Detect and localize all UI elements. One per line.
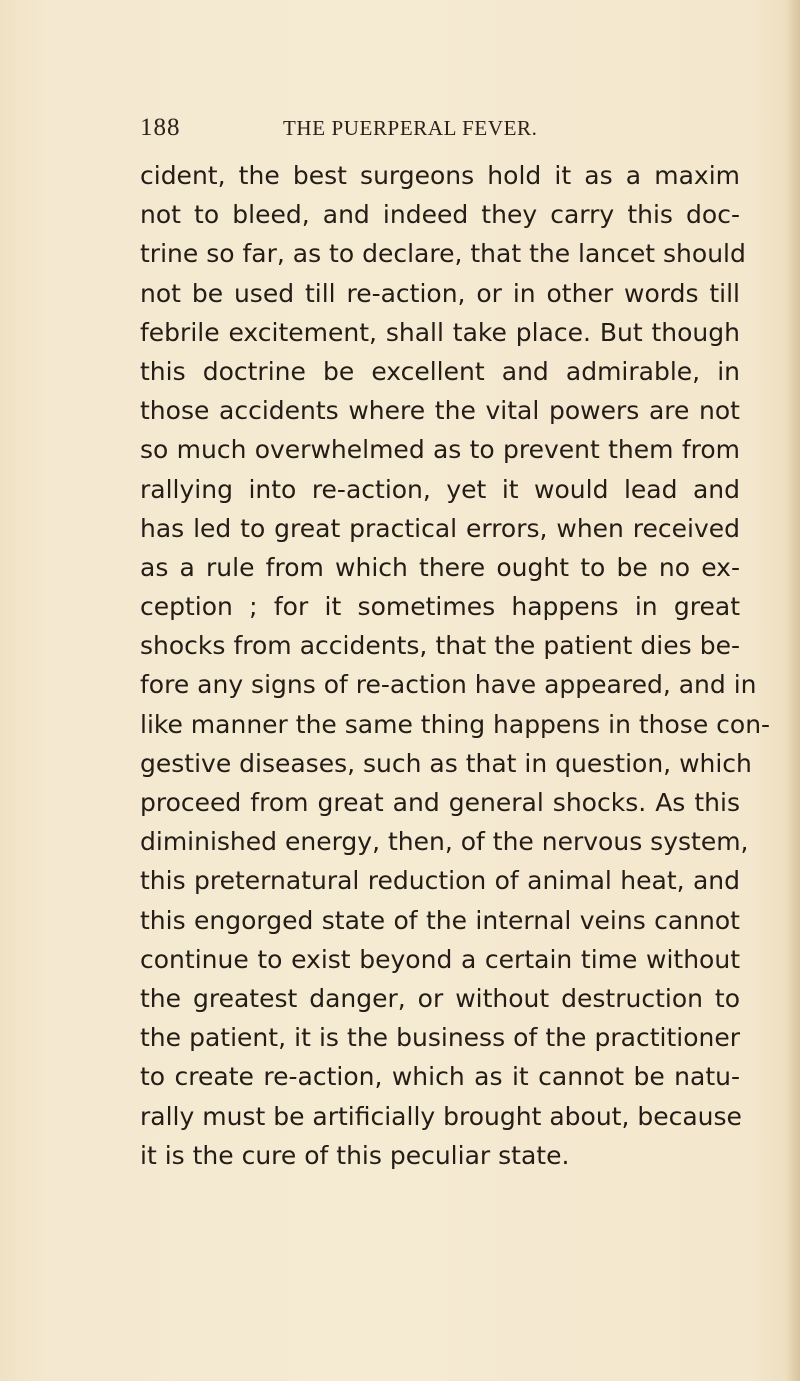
text-line: this engorged state of the internal veins cannot [140,905,740,935]
text-line: this doctrine be excellent and admirable, in [140,356,740,386]
text-line: the patient, it is the business of the practitioner [140,1023,740,1053]
text-line: fore any signs of re-action have appeared, and in [140,670,757,700]
text-line: not to bleed, and indeed they carry this doc- [140,200,740,230]
text-line: febrile excitement, shall take place. But though [140,317,740,347]
page-binding-shadow [786,0,800,1381]
text-line: like manner the same thing happens in those con- [140,709,771,739]
text-line: not be used till re-action, or in other words till [140,278,740,308]
text-line: rallying into re-action, yet it would lead and [140,474,740,504]
text-line: shocks from accidents, that the patient dies be- [140,631,740,661]
text-line: cident, the best surgeons hold it as a maxim [140,161,740,190]
text-line-last: it is the cure of this peculiar state. [140,1140,570,1170]
text-line: diminished energy, then, of the nervous system, [140,827,749,857]
text-line: has led to great practical errors, when received [140,513,740,543]
text-line: rally must be artificially brought about, because [140,1101,742,1131]
text-line: the greatest danger, or without destruction to [140,983,740,1013]
text-line: continue to exist beyond a certain time without [140,944,740,974]
text-line: those accidents where the vital powers are not [140,396,740,426]
text-line: gestive diseases, such as that in question, which [140,748,752,778]
running-head: THE PUERPERAL FEVER. [283,116,538,140]
page-header [140,114,610,144]
page-number: 188 [140,114,181,141]
text-line: this preternatural reduction of animal heat, and [140,866,740,896]
text-line: ception ; for it sometimes happens in great [140,592,740,622]
text-line: to create re-action, which as it cannot be natu- [140,1062,740,1092]
text-line: proceed from great and general shocks. As this [140,788,740,817]
body-text [140,156,771,1175]
text-line: trine so far, as to declare, that the lancet should [140,239,746,269]
text-line: as a rule from which there ought to be no ex- [140,552,740,582]
text-line: so much overwhelmed as to prevent them from [140,435,740,465]
